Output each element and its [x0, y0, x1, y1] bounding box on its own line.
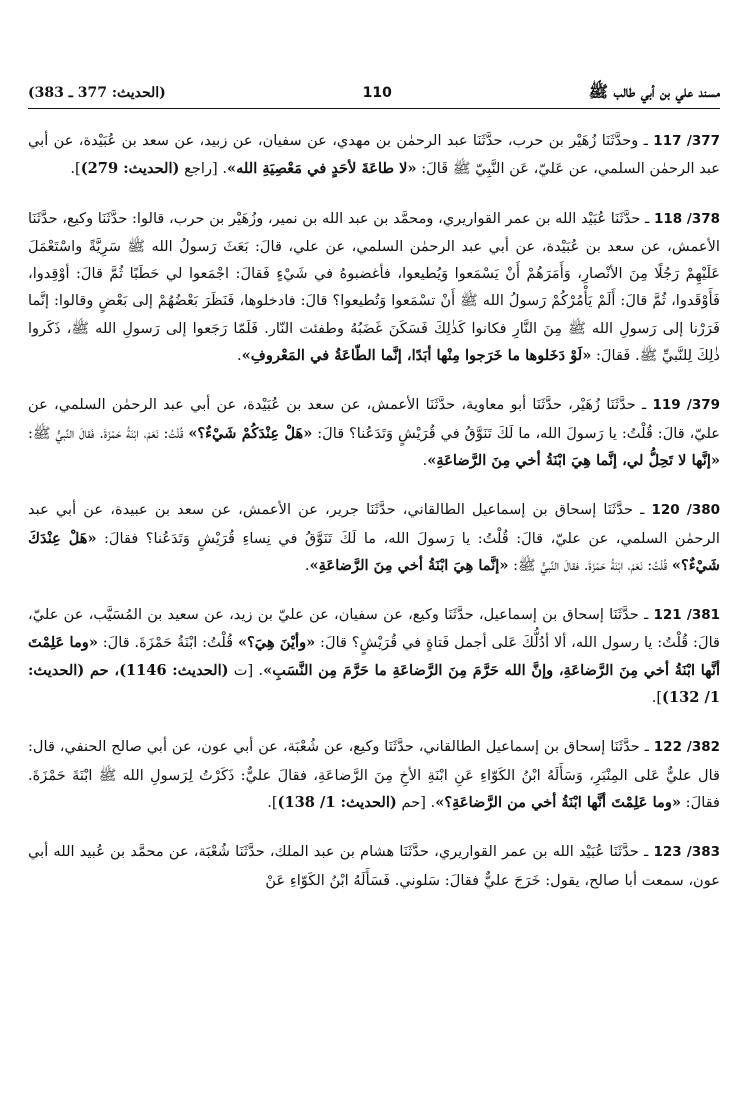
hadith-number: 381/ 121	[653, 607, 720, 624]
hadith-number: 383/ 123	[653, 844, 720, 861]
hadith-entry	[28, 601, 720, 711]
hadith-entry	[28, 733, 720, 816]
hadith-number: 379/ 119	[652, 397, 720, 414]
hadith-text: ـ حدَّثَنَا إسحاق بن إسماعيل الطالقاني، حدَّثَنَا جرير، عن الأعمش، عن سعد بن عبيدة، عن أبي عبد الرحمٰن السلمي، عن عليّ، قالَ: قُلْتُ: يا رَسولَ الله، ما لَكَ تَنَوَّقُ في نِساءِ قُرَيْشٍ وَتَدَعُنا؟ فقالَ:	[28, 501, 720, 547]
hadith-text: ـ وحدَّثَنَا زُهَيْر بن حرب، حدَّثَنَا عبد الرحمٰن بن مهدي، عن سفيان، عن زبيد، عن سعد بن عُبَيْدة، عن أبي عبد الرحمٰن السلمي، عن عَليّ، عَن النَّبِيّ ﷺ قَالَ:	[28, 132, 720, 178]
hadith-entry	[28, 391, 720, 474]
book-title: مسند علي بن أبي طالب ﷺ	[588, 81, 720, 101]
hadith-entry	[28, 496, 720, 579]
hadith-text: ].	[267, 793, 278, 811]
page-content	[28, 127, 720, 894]
hadith-reference: (الحديث: 1/ 138)	[277, 793, 397, 811]
hadith-text: ـ حدَّثَنَا إسحاق بن إسماعيل، حدَّثَنَا وكيع، عن سفيان، عن عليّ بن زيد، عن سعيد بن المُسَيَّب، عن عليّ، قالَ: قُلْتُ: يا رسول الله، ألا أدُلُّكَ عَلى أجمل فَتاةٍ في قُرَيْشٍ؟ قالَ:	[28, 606, 720, 652]
hadith-quote: «وأيْنَ هِيَ؟»	[237, 634, 316, 652]
hadith-range: (الحديث: 377 ـ 383)	[28, 85, 166, 101]
spacer	[28, 183, 720, 205]
page	[28, 78, 720, 894]
hadith-reference: (الحديث: 279)	[80, 160, 180, 178]
spacer	[28, 579, 720, 601]
hadith-number: 382/ 122	[653, 739, 720, 756]
hadith-text: قُلْتُ: نَعَمْ، ابْنَةُ حَمْزَةَ. فقالَ النَّبيُّ ﷺ:	[508, 556, 672, 574]
hadith-quote: «وما عَلِمْتَ أنَّها ابْنَةُ أخي مِنَ الرَّضاعَةِ، وإنَّ الله حَرَّمَ مِنَ الرَّضاعَةِ ما حَرَّمَ مِن النَّسَبِ»	[28, 634, 721, 679]
hadith-text: .	[304, 556, 310, 574]
hadith-entry	[28, 838, 720, 894]
hadith-quote: «لا طاعَةَ لأحَدٍ في مَعْصِيَةِ الله»	[226, 160, 417, 178]
hadith-number: 378/ 118	[653, 210, 720, 227]
hadith-quote: «إنَّها لا تَحِلُّ لي، إنَّما هِيَ ابْنَةُ أخي مِنَ الرَّضاعَةِ»	[427, 451, 720, 469]
hadith-quote: «هَلْ عِنْدَكُمْ شَيْءٌ؟»	[188, 424, 313, 442]
spacer	[28, 369, 720, 391]
hadith-text: ـ حدَّثَنَا زُهَيْر، حدَّثَنَا أبو معاوية، حدَّثَنَا الأعمش، عن سعد بن عُبَيْدة، عن أبي عبد الرحمٰن السلمي، عن عليّ، قالَ: قُلْتُ: يا رَسولَ الله، ما لَكَ تَنَوَّقُ في قُرَيْشٍ وَتَدَعُنا؟ قالَ:	[28, 396, 720, 442]
hadith-quote: «هَلْ عِنْدَكَ شَيْءٌ؟»	[28, 529, 720, 574]
hadith-text: . [ت	[228, 661, 264, 679]
hadith-text: ].	[651, 689, 663, 707]
hadith-text: .	[237, 347, 242, 365]
hadith-text: ـ حدَّثَنَا إسحاق بن إسماعيل الطالقاني، حدَّثَنَا وكيع، عن شُعْبَة، عن أبي عون، عن أبي صالح الحنفي، قال: قال عليٌّ عَلى المِنْبَرِ، وَسَأَلَهُ ابْنُ الكَوّاءِ عَنِ ابْنَةِ الأخِ مِنَ الرَّضاعَةِ، فقالَ عليٌّ: ذَكَرْتُ لِرَسولِ الله ﷺ ابْنَةَ حَمْزَةَ. فقالَ:	[28, 738, 720, 811]
hadith-text: ].	[70, 160, 81, 178]
spacer	[28, 711, 720, 733]
hadith-reference: (الحديث: 1146)، حم (الحديث: 1/ 132)	[28, 661, 720, 707]
hadith-text: ـ حدَّثَنَا عُبَيْد الله بن عمر القواريري، ومحمَّد بن عبد الله بن نمير، وزُهَيْر بن حرب، قالوا: حدَّثَنَا وكيع، حدَّثَنَا الأعمش، عن سعد بن عُبَيْدة، عن أبي عبد الرحمٰن السلمي، عن علي، قالَ: بَعَثَ رَسولُ الله ﷺ سَرِيَّةً واسْتَعْمَلَ عَلَيْهِمْ رَجُلًا مِنَ الأنْصارِ، وَأَمَرَهُمْ أَنْ يَسْمَعوا وَيُطيعوا، فأغضبوهُ في شَيْءٍ فَقالَ: اجْمَعوا لي حَطَبًا ثُمَّ قالَ: أوْقِدوا، فَأَوْقَدوا، ثُمَّ قالَ: أَلَمْ يَأْمُرْكُمْ رَسولُ الله ﷺ أَنْ تسْمَعوا وَتُطيعوا؟ قالَ: فادخلوها، فَنَظَرَ بَعْضُهُمْ إلى بَعْضٍ وقالوا: إنَّما فَرَرْنا إلى رَسولِ الله ﷺ مِنَ النَّارِ فكانوا كَذٰلِكَ فَسَكَنَ غَضَبُهُ وطفئت النّار. فَلَمّا رَجَعوا إلى رَسولِ الله ﷺ، ذَكَروا ذٰلِكَ لِلنَّبيِّ ﷺ. فَقالَ:	[28, 209, 720, 365]
hadith-text: .	[422, 451, 428, 469]
spacer	[28, 474, 720, 496]
hadith-text: . [حم	[396, 793, 436, 811]
hadith-quote: «إنَّما هِيَ ابْنَةُ أخي مِنَ الرَّضاعَةِ»	[309, 556, 509, 574]
hadith-text: ـ حدَّثَنَا عُبَيْد الله بن عمر القواريري، حدَّثَنَا هشام بن عبد الملك، حدَّثَنَا شُعْبَة، عن محمَّد بن عُبيد الله أبي عون، سمعت أبا صالح، يقول: خَرَجَ عليٌّ فقالَ: سَلوني. فَسَأَلَهُ ابْنُ الكَوّاءِ عَنْ	[28, 843, 720, 889]
page-header	[28, 78, 720, 109]
hadith-quote: «لَوْ دَخَلوها ما خَرَجوا مِنْها أبَدًا، إنَّما الطّاعَةُ في المَعْروفِ»	[241, 347, 592, 365]
hadith-entry	[28, 127, 720, 183]
hadith-number: 380/ 120	[651, 502, 720, 519]
hadith-text: قُلْتُ: ابْنَةُ حَمْزَةَ. قالَ:	[97, 634, 238, 652]
hadith-text: قُلْتُ: نَعَمْ، ابْنَةُ حَمْزَةَ. فَقالَ النَّبيُّ ﷺ:	[28, 424, 189, 442]
spacer	[28, 816, 720, 838]
hadith-entry	[28, 205, 720, 370]
page-number: 110	[362, 85, 392, 101]
hadith-number: 377/ 117	[653, 133, 720, 149]
hadith-text: . [راجع	[179, 160, 227, 178]
hadith-quote: «وما عَلِمْتَ أنَّها ابْنَةُ أخي من الرَّضاعَةِ؟»	[435, 793, 682, 811]
